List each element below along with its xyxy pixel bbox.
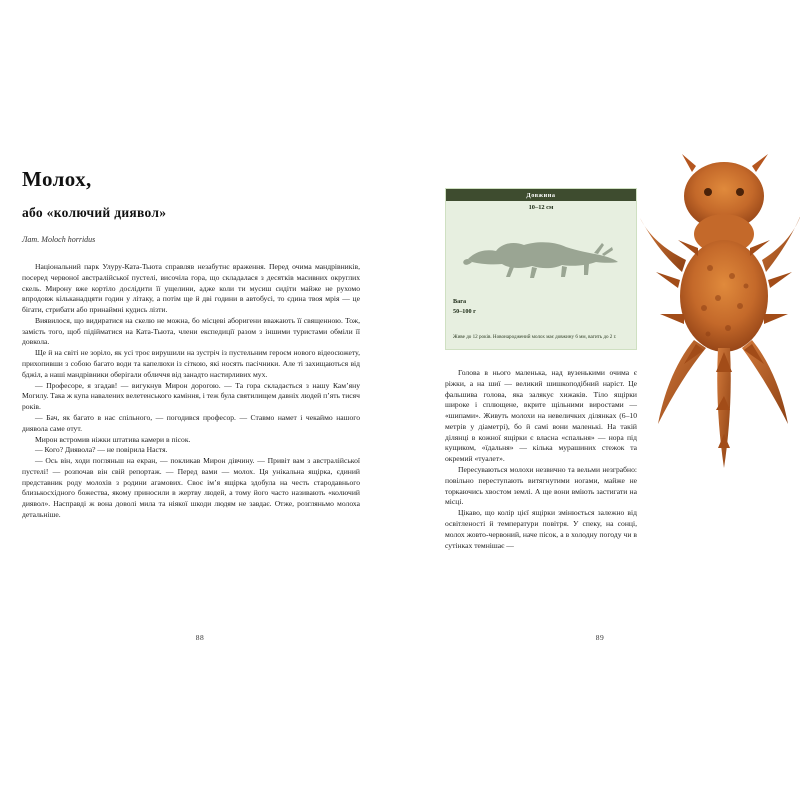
right-body-text	[445, 368, 637, 551]
right-page	[400, 0, 800, 800]
length-value: 10–12 см	[528, 204, 554, 211]
paragraph: — Кого? Диявола? — не повірила Настя.	[35, 445, 168, 455]
weight-value: 50–100 г	[453, 308, 476, 315]
paragraph: Національний парк Улуру-Ката-Тьюта справляв незабутнє враження. Перед очима мандрівників, посеред червоної австралійської пустелі, височіла гора, що складалася з десятків масивних округлих скель. Мирону вже кортіло дослідити її ущелини, адже коли ти мусиш сидіти майже не рухомо впродовж кільканадцяти годин у літаку, а потім ще й дві години в автобусі, то єдина твоя мрія — це бігати, стрибати або принаймні кудись лізти.	[22, 262, 360, 315]
page-subtitle: або «колючий диявол»	[22, 205, 167, 221]
length-label: Довжина	[446, 189, 636, 201]
page-number-right: 89	[595, 633, 605, 642]
paragraph: Мирон встромив ніжки штатива камери в пісок.	[35, 434, 191, 444]
fact-infobox	[445, 188, 637, 350]
lizard-silhouette-icon	[462, 229, 622, 281]
title-block	[22, 168, 362, 244]
latin-name: Лат. Moloch horridus	[22, 235, 96, 245]
thorny-devil-lizard-photo	[632, 148, 800, 478]
paragraph: Голова в нього маленька, над вузенькими очима є ріжки, а на шиї — великий шишкоподібний наріст. Це фальшива голова, яка залякує хижаків. Тіло ящірки широке і сплющене, вкрите щільними виростами — «шипами». Живуть молохи на невеличких ділянках (6–10 метрів у діаметрі), бо й самі вони маленькі. На такій ділянці в кожної ящірки є власна «спальня» — нора під кущиком, «їдальня» — кілька мурашиних стежок та окремий «туалет».	[445, 368, 637, 464]
paragraph: — Професоре, я згадав! — вигукнув Мирон дорогою. — Та гора складається з нашу Камʼяну Могилу. Така ж купа навалених велетенського каміння, і теж була святилищем давніх людей пʼять тисяч років.	[22, 380, 360, 412]
left-body-text	[22, 262, 360, 521]
page-title: Молох,	[22, 167, 92, 191]
paragraph: — Бач, як багато в нас спільного, — погодився професор. — Ставмо намет і чекаймо нашого диявола саме отут.	[22, 412, 360, 433]
paragraph: Цікаво, що колір цієї ящірки змінюється залежно від освітленості й температури повітря. У спеку, на сонці, молох жовто-червоний, наче пісок, а в холодну погоду чи в сутінках темнішає —	[445, 508, 637, 550]
paragraph: Ще й на світі не зоріло, як усі троє вирушили на зустріч із пустельним героєм нового відеосюжету, прихопивши з собою багато води та капелюхи із сіткою, які носять пасічники. Але ті захищаються від бджіл, а наші мандрівники оберігали обличчя від занадто настирливих мух.	[22, 348, 360, 379]
paragraph: — Ось він, ходи погляньш на екран, — покликав Мирон дівчину. — Привіт вам з австралійської пустелі! — розпочав він свій репортаж. — Перед вами — молох. Ця унікальна ящірка, єдиний представник роду молохів з родини агамових. Своє імʼя ящірка здобула на честь стародавнього близькосхідного божества, якому приносили в жертву людей, а тому його часто називають «колючий диявол». Насправді ж вона доволі мила та ніякої шкоди людям не завдає. Отже, розгляньмо молоха детальніше.	[22, 456, 360, 519]
infobox-note: Живе до 12 років. Новонароджений молох має довжину 6 мм, вагить до 2 г.	[453, 334, 617, 341]
weight-label: Вага	[453, 298, 467, 305]
page-number-left: 88	[195, 633, 205, 642]
paragraph: Виявилося, що видиратися на скелю не можна, бо місцеві аборигени вважають її священною. Тож, замість того, щоб підійматися на Ката-Тьюта, члени експедиції разом з іншими туристами обміли її довкола.	[22, 315, 360, 347]
paragraph: Пересуваються молохи незвично та вельми незграбно: повільно переступають витягнутими ногами, майже не торкаючись хвостом землі. А ще вони вміють застигати на місці.	[445, 465, 637, 507]
